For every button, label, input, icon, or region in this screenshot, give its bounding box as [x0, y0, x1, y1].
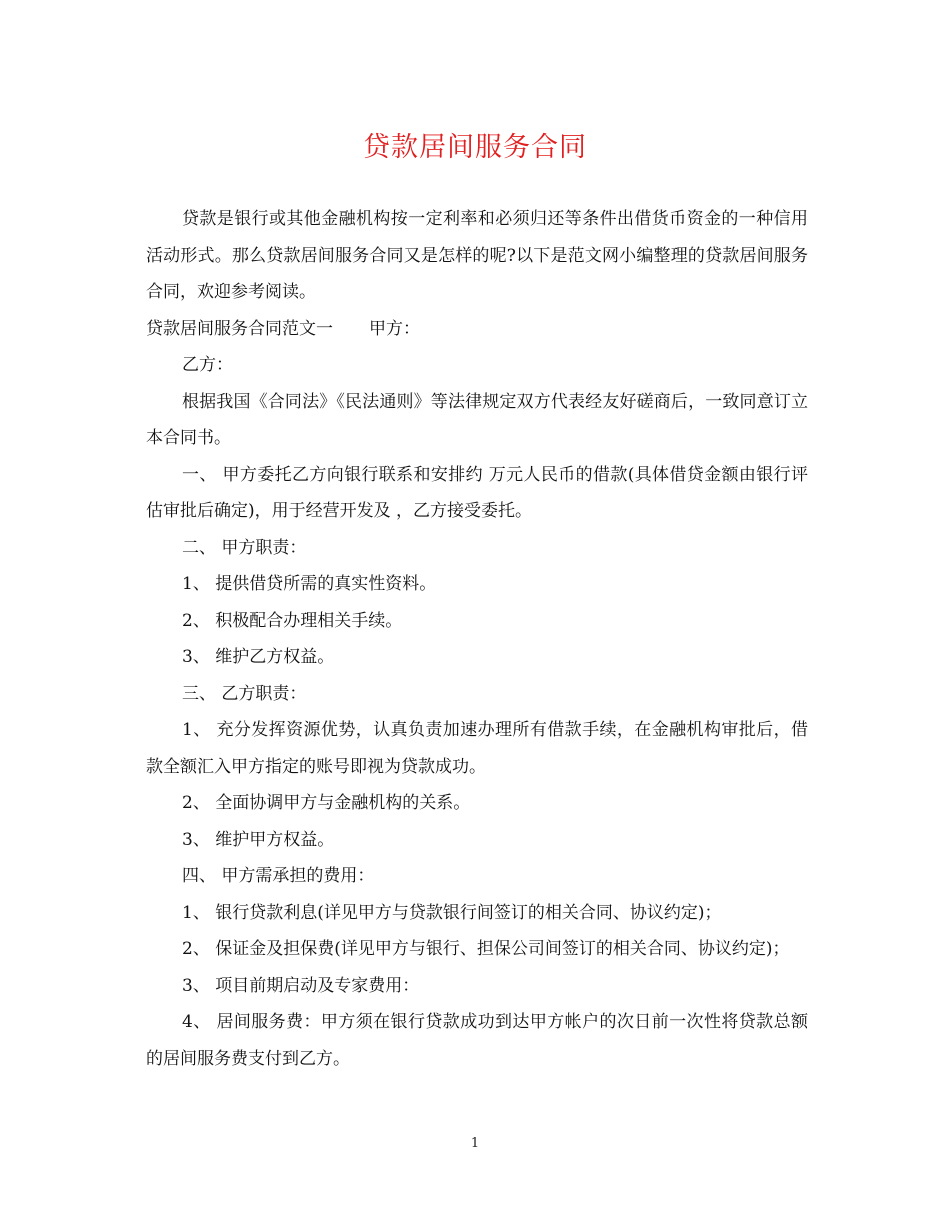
- document-title: 贷款居间服务合同: [363, 132, 587, 163]
- clause-2-item-3: 3、 维护乙方权益。: [182, 647, 335, 667]
- preamble-paragraph: 根据我国《合同法》《民法通则》等法律规定双方代表经友好磋商后，一致同意订立本合同书。: [146, 391, 808, 448]
- clause-4-item-2: 2、 保证金及担保费(详见甲方与银行、担保公司间签订的相关合同、协议约定)；: [182, 939, 790, 959]
- party-a-label: 甲方：: [369, 318, 420, 339]
- document-body: [146, 201, 808, 1077]
- clause-3-item-1: 1、 充分发挥资源优势，认真负责加速办理所有借款手续，在金融机构审批后，借款全额汇入甲方指定的账号即视为贷款成功。: [146, 720, 808, 777]
- party-b-label: 乙方：: [182, 355, 233, 375]
- clause-1: 一、 甲方委托乙方向银行联系和安排约 万元人民币的借款(具体借贷金额由银行评估审批后确定)，用于经营开发及 ，乙方接受委托。: [146, 464, 808, 521]
- clause-4-item-3: 3、 项目前期启动及专家费用：: [182, 975, 420, 996]
- clause-4-item-1: 1、 银行贷款利息(详见甲方与贷款银行间签订的相关合同、协议约定)；: [182, 902, 722, 923]
- clause-4-heading: 四、 甲方需承担的费用：: [182, 866, 375, 886]
- clause-2-heading: 二、 甲方职责：: [182, 537, 307, 558]
- clause-4-item-4: 4、 居间服务费：甲方须在银行贷款成功到达甲方帐户的次日前一次性将贷款总额 的居间服务费支付到乙方。: [146, 1012, 808, 1069]
- intro-paragraph: 贷款是银行或其他金融机构按一定利率和必须归还等条件出借货币资金的一种信用活动形式。那么贷款居间服务合同又是怎样的呢?以下是范文网小编整理的贷款居间服务合同，欢迎参考阅读。: [146, 209, 808, 302]
- clause-2-item-2: 2、 积极配合办理相关手续。: [182, 610, 403, 631]
- clause-2-item-1: 1、 提供借贷所需的真实性资料。: [182, 574, 437, 594]
- sample-heading: 贷款居间服务合同范文一: [146, 318, 333, 339]
- sample-heading-line: [146, 311, 808, 348]
- clause-3-item-3: 3、 维护甲方权益。: [182, 829, 335, 850]
- clause-3-heading: 三、 乙方职责：: [182, 683, 307, 704]
- clause-3-item-2: 2、 全面协调甲方与金融机构的关系。: [182, 793, 471, 813]
- page-number: 1: [470, 1136, 480, 1151]
